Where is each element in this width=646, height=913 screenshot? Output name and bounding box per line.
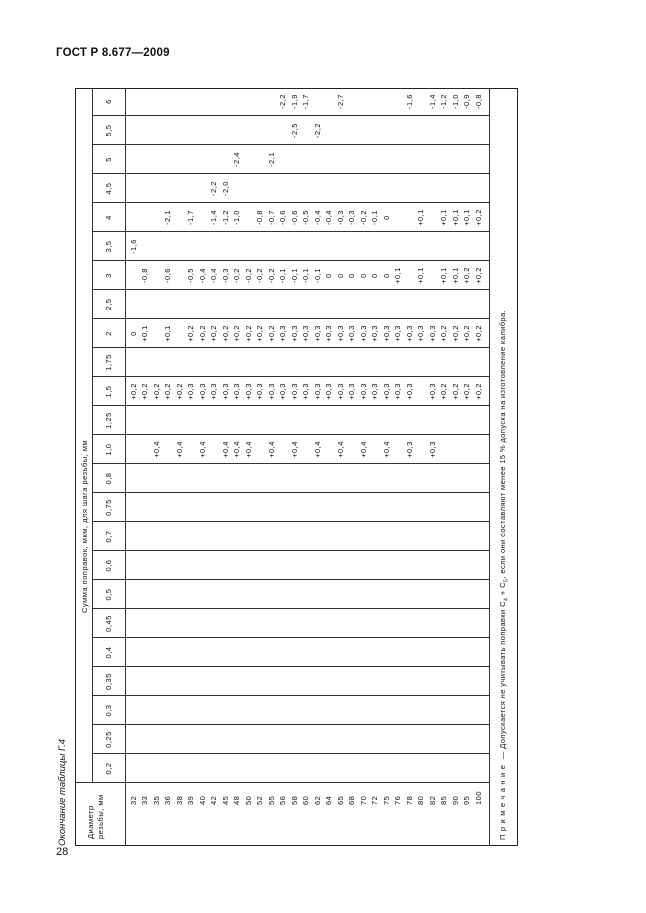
table-cell: +0,3 [427, 383, 437, 400]
table-cell: +0,2 [462, 267, 472, 284]
table-cell: 0 [335, 273, 345, 278]
table-cell: -1,0 [232, 210, 242, 225]
table-cell: 0 [129, 331, 138, 336]
pitch-header: 0,75 [104, 499, 113, 516]
diameter-value: 65 [335, 795, 345, 805]
table-cell: -1,2 [439, 94, 449, 109]
table-cell: -0,4 [312, 210, 322, 225]
table-cell: 0 [347, 273, 357, 278]
table-cell: +0,4 [266, 441, 276, 458]
diameter-value: 68 [347, 795, 357, 805]
table-cell: +0,3 [404, 325, 414, 342]
table-cell: +0,3 [370, 383, 380, 400]
table-cell: +0,2 [473, 325, 483, 342]
table-cell: +0,2 [151, 383, 161, 400]
table-cell: +0,3 [220, 383, 230, 400]
diameter-value: 48 [232, 795, 242, 805]
table-cell: -0,6 [278, 210, 288, 225]
note-text-after: , если они составляют менее 15 % допуска на изготовление калибра. [498, 309, 507, 579]
table-cell: +0,2 [220, 325, 230, 342]
table-cell: +0,4 [174, 441, 184, 458]
pitch-header: 0,35 [104, 673, 113, 690]
table-cell: +0,2 [462, 383, 472, 400]
pitch-header: 0,3 [104, 704, 113, 717]
diameter-value: 40 [197, 795, 207, 805]
table-cell: +0,4 [220, 441, 230, 458]
table-cell: -0,1 [312, 268, 322, 283]
table-cell: +0,4 [243, 441, 253, 458]
table-cell: +0,4 [381, 441, 391, 458]
diameter-value: 70 [358, 795, 368, 805]
pitch-header: 1,75 [104, 354, 113, 371]
table-cell: -0,3 [220, 268, 230, 283]
table-cell: 0 [358, 273, 368, 278]
note-text-before: — Допускается не учитывать поправки C [498, 601, 507, 762]
table-caption: Окончание таблицы Г.4 [57, 738, 68, 846]
diameter-value: 38 [174, 795, 184, 805]
table-cell: -0,8 [473, 94, 483, 109]
table-cell: +0,3 [370, 325, 380, 342]
table-cell: +0,1 [450, 209, 460, 226]
table-cell: +0,3 [335, 325, 345, 342]
table-cell: -1,7 [301, 94, 311, 109]
table-cell: +0,2 [209, 325, 219, 342]
diameter-value: 76 [393, 795, 403, 805]
pitch-header: 0,7 [104, 530, 113, 543]
table-cell: -0,2 [266, 268, 276, 283]
table-cell: +0,3 [393, 383, 403, 400]
table-cell: +0,3 [347, 383, 357, 400]
table-cell: +0,3 [278, 325, 288, 342]
table-cell: -1,6 [404, 94, 414, 109]
table-rule [92, 637, 489, 638]
table-cell: -0,1 [301, 268, 311, 283]
table-cell: +0,4 [289, 441, 299, 458]
table-cell: -1,7 [186, 210, 196, 225]
table-cell: +0,3 [186, 383, 196, 400]
table-cell: +0,3 [301, 325, 311, 342]
table-cell: +0,3 [404, 383, 414, 400]
table-cell: +0,1 [450, 267, 460, 284]
table-cell: +0,3 [335, 383, 345, 400]
table-cell: -1,9 [289, 94, 299, 109]
table-cell: -2,4 [232, 152, 242, 167]
table-cell: +0,3 [266, 383, 276, 400]
table-cell: -0,6 [289, 210, 299, 225]
table-cell: +0,1 [439, 209, 449, 226]
table-cell: -2,7 [335, 94, 345, 109]
table-cell: +0,1 [163, 325, 173, 342]
pitch-header: 2,5 [104, 298, 113, 311]
table-cell: 0 [381, 273, 391, 278]
pitch-header: 5 [104, 157, 113, 162]
pitch-header: 0,6 [104, 559, 113, 572]
pitch-header: 5,5 [104, 124, 113, 137]
table-cell: +0,3 [324, 383, 334, 400]
pitch-header: 4,5 [104, 182, 113, 195]
pitch-header: 0,45 [104, 615, 113, 632]
diameter-value: 90 [450, 795, 460, 805]
diameter-value: 32 [129, 795, 138, 805]
corner-header-line: Диаметр [86, 805, 95, 839]
table-rule [92, 579, 489, 580]
table-rule [92, 666, 489, 667]
table-cell: +0,3 [278, 383, 288, 400]
table-cell: -0,4 [209, 268, 219, 283]
diameter-value: 64 [324, 795, 334, 805]
corner-header-line: резьбы, мм [96, 794, 105, 839]
table-cell: -1,0 [450, 94, 460, 109]
table-cell: +0,3 [416, 325, 426, 342]
table-rule [92, 695, 489, 696]
table-cell: +0,2 [197, 325, 207, 342]
table-cell: +0,2 [266, 325, 276, 342]
table-cell: +0,2 [450, 325, 460, 342]
table-cell: -2,1 [163, 210, 173, 225]
table-cell: +0,4 [335, 441, 345, 458]
table-cell: +0,3 [301, 383, 311, 400]
table-cell: +0,4 [151, 441, 161, 458]
corrections-table [75, 88, 518, 846]
rotated-table-block [57, 88, 518, 846]
table-cell: +0,2 [243, 325, 253, 342]
diameter-value: 80 [416, 795, 426, 805]
pitch-header: 2 [104, 331, 113, 336]
table-cell: +0,2 [473, 267, 483, 284]
table-cell: -0,8 [255, 210, 265, 225]
table-cell: -0,2 [358, 210, 368, 225]
table-cell: +0,1 [416, 209, 426, 226]
table-cell: -0,4 [324, 210, 334, 225]
pitch-header: 0,4 [104, 646, 113, 659]
diameter-value: 42 [209, 795, 219, 805]
diameter-value: 100 [473, 790, 483, 805]
table-cell: +0,2 [140, 383, 150, 400]
table-rule [92, 173, 489, 174]
note-plus: + C [498, 582, 507, 598]
table-cell: -2,2 [278, 94, 288, 109]
diameter-value: 78 [404, 795, 414, 805]
table-cell: +0,3 [358, 325, 368, 342]
pitch-header: 0,5 [104, 588, 113, 601]
pitch-header: 1,0 [104, 443, 113, 456]
pitch-header: 1,5 [104, 385, 113, 398]
table-cell: -0,6 [163, 268, 173, 283]
table-cell: +0,3 [404, 441, 414, 458]
table-cell: -0,2 [243, 268, 253, 283]
diameter-value: 56 [278, 795, 288, 805]
table-rule [92, 608, 489, 609]
table-rule [92, 753, 489, 754]
table-cell: +0,3 [427, 441, 437, 458]
table-cell: -0,3 [335, 210, 345, 225]
table-cell: 0 [381, 215, 391, 220]
group-header: Сумма поправок, мкм, для шага резьбы, мм [80, 439, 89, 613]
note-label: Примечание [498, 761, 507, 840]
table-cell: +0,3 [197, 383, 207, 400]
table-cell: +0,3 [427, 325, 437, 342]
table-cell: +0,4 [358, 441, 368, 458]
diameter-value: 60 [301, 795, 311, 805]
table-cell: -1,4 [427, 94, 437, 109]
table-cell: +0,3 [393, 325, 403, 342]
table-cell: +0,2 [473, 209, 483, 226]
pitch-header: 6 [104, 99, 113, 104]
table-cell: -0,3 [347, 210, 357, 225]
table-cell: +0,3 [255, 383, 265, 400]
diameter-value: 33 [140, 795, 150, 805]
doc-header: ГОСТ Р 8.677—2009 [56, 47, 170, 59]
table-cell: +0,2 [163, 383, 173, 400]
table-rule [92, 88, 93, 783]
diameter-value: 45 [220, 795, 230, 805]
table-cell: +0,4 [312, 441, 322, 458]
table-cell: -2,2 [312, 123, 322, 138]
table-cell: +0,1 [140, 325, 150, 342]
pitch-header: 0,25 [104, 731, 113, 748]
diameter-value: 75 [381, 795, 391, 805]
table-rule [489, 88, 490, 845]
pitch-header: 1,25 [104, 412, 113, 429]
table-cell: +0,2 [450, 383, 460, 400]
table-cell: -0,1 [289, 268, 299, 283]
table-cell: +0,3 [324, 325, 334, 342]
table-cell: -1,2 [220, 210, 230, 225]
table-cell: +0,2 [439, 325, 449, 342]
pitch-header: 4 [104, 215, 113, 220]
diameter-value: 50 [243, 795, 253, 805]
table-cell: -0,5 [301, 210, 311, 225]
note-sub2: 5 [503, 578, 510, 583]
table-cell: -0,4 [197, 268, 207, 283]
diameter-value: 39 [186, 795, 196, 805]
table-cell: -0,5 [186, 268, 196, 283]
table-cell: -0,2 [232, 268, 242, 283]
table-cell: +0,3 [289, 383, 299, 400]
table-cell: +0,1 [439, 267, 449, 284]
table-cell: +0,2 [462, 325, 472, 342]
table-cell: +0,4 [197, 441, 207, 458]
diameter-value: 62 [312, 795, 322, 805]
note-sub1: 4 [503, 597, 510, 602]
pitch-header: 0,2 [104, 762, 113, 775]
diameter-value: 85 [439, 795, 449, 805]
table-cell: +0,2 [174, 383, 184, 400]
table-cell: +0,3 [312, 383, 322, 400]
table-cell: -0,1 [278, 268, 288, 283]
table-cell: +0,2 [473, 383, 483, 400]
table-cell: -0,7 [266, 210, 276, 225]
table-cell: +0,3 [312, 325, 322, 342]
page-number: 28 [56, 846, 69, 858]
diameter-value: 36 [163, 795, 173, 805]
diameter-value: 55 [266, 795, 276, 805]
table-cell: 0 [370, 273, 380, 278]
pitch-header: 0,8 [104, 472, 113, 485]
table-cell: -0,9 [462, 94, 472, 109]
table-cell: +0,3 [243, 383, 253, 400]
table-cell: -1,6 [129, 239, 138, 254]
table-cell: +0,1 [462, 209, 472, 226]
diameter-value: 95 [462, 795, 472, 805]
diameter-value: 82 [427, 795, 437, 805]
table-cell: +0,3 [289, 325, 299, 342]
table-cell: -2,2 [209, 181, 219, 196]
diameter-value: 72 [370, 795, 380, 805]
table-rule [92, 724, 489, 725]
pitch-header: 3 [104, 273, 113, 278]
table-rule [92, 521, 489, 522]
diameter-value: 35 [151, 795, 161, 805]
table-cell: +0,1 [393, 267, 403, 284]
table-cell: -0,1 [370, 210, 380, 225]
table-rule [92, 492, 489, 493]
table-cell: +0,2 [232, 325, 242, 342]
table-cell: +0,3 [381, 325, 391, 342]
table-cell: +0,3 [347, 325, 357, 342]
table-cell: +0,1 [416, 267, 426, 284]
table-cell: -1,4 [209, 210, 219, 225]
diameter-value: 52 [255, 795, 265, 805]
table-cell: -2,5 [289, 123, 299, 138]
table-note [498, 310, 510, 840]
table-cell: -2,0 [220, 181, 230, 196]
table-cell: +0,2 [129, 383, 138, 400]
table-cell: +0,3 [232, 383, 242, 400]
table-cell: +0,3 [381, 383, 391, 400]
table-cell: +0,3 [209, 383, 219, 400]
table-rule [76, 782, 489, 783]
table-cell: +0,3 [358, 383, 368, 400]
table-cell: -2,1 [266, 152, 276, 167]
table-cell: +0,2 [439, 383, 449, 400]
table-cell: 0 [324, 273, 334, 278]
diameter-value: 58 [289, 795, 299, 805]
pitch-header: 3,5 [104, 240, 113, 253]
table-cell: -0,8 [140, 268, 150, 283]
table-cell: -0,2 [255, 268, 265, 283]
table-rule [92, 550, 489, 551]
table-cell: +0,4 [232, 441, 242, 458]
table-cell: +0,2 [255, 325, 265, 342]
table-cell: +0,2 [186, 325, 196, 342]
